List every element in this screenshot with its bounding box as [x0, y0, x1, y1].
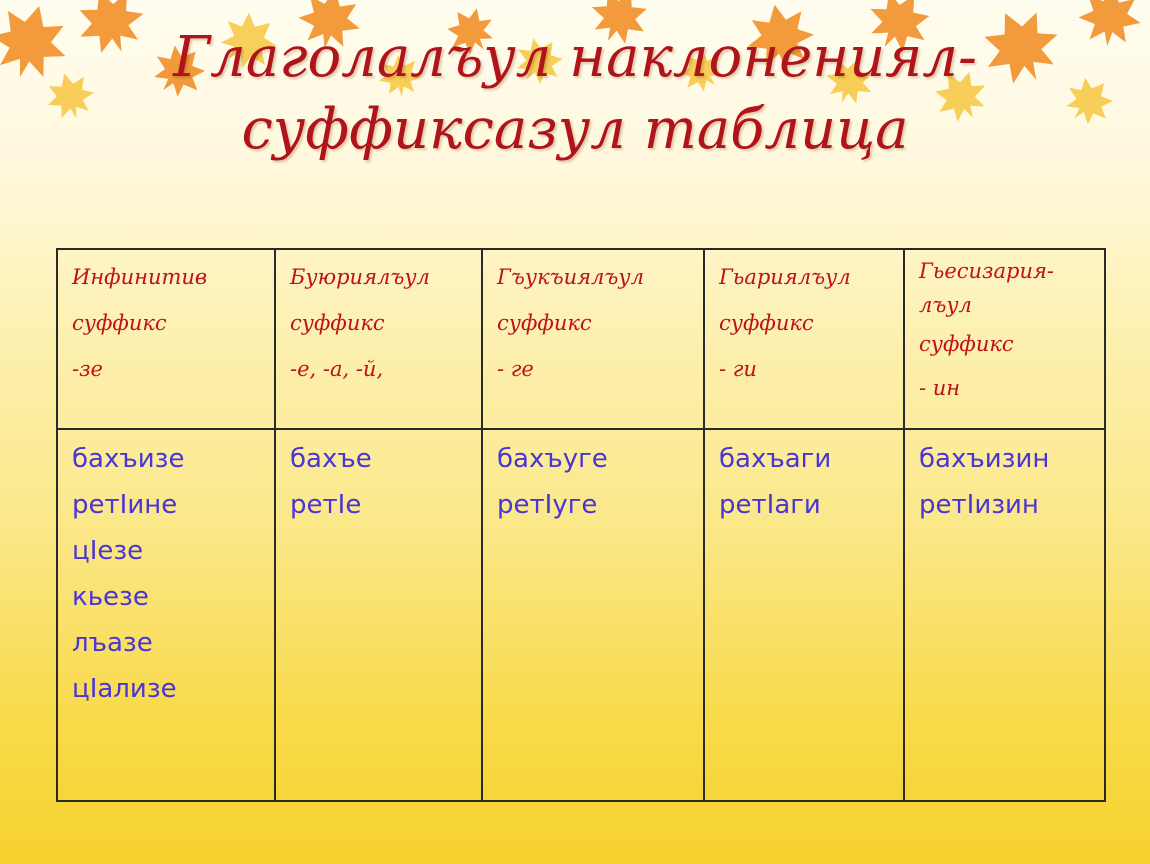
title-line-1: Глаголалъул наклонениял- [173, 25, 977, 90]
body-cell-prohibitive: бахъуге ретIуге [482, 429, 704, 801]
body-cell-precative: бахъаги ретIаги [704, 429, 904, 801]
page-title [0, 22, 1150, 166]
body-cell-imperative: бахъе ретIе [275, 429, 482, 801]
header-cell-infinitive: Инфинитив суффикс -зе [57, 249, 275, 429]
header-cell-prohibitive: Гъукъиялъул суффикс - ге [482, 249, 704, 429]
table-body-row [57, 429, 1105, 801]
header-cell-imperative: Буюриялъул суффикс -е, -а, -й, [275, 249, 482, 429]
header-cell-hortative: Гьесизария- лъул суффикс - ин [904, 249, 1105, 429]
header-cell-precative: Гьариялъул суффикс - ги [704, 249, 904, 429]
body-cell-hortative: бахъизин ретIизин [904, 429, 1105, 801]
suffix-table [56, 248, 1106, 802]
table-header-row [57, 249, 1105, 429]
title-line-2: суффиксазул таблица [241, 97, 909, 162]
body-cell-infinitive: бахъизе ретIине цIезе кьезе лъазе цIализе [57, 429, 275, 801]
